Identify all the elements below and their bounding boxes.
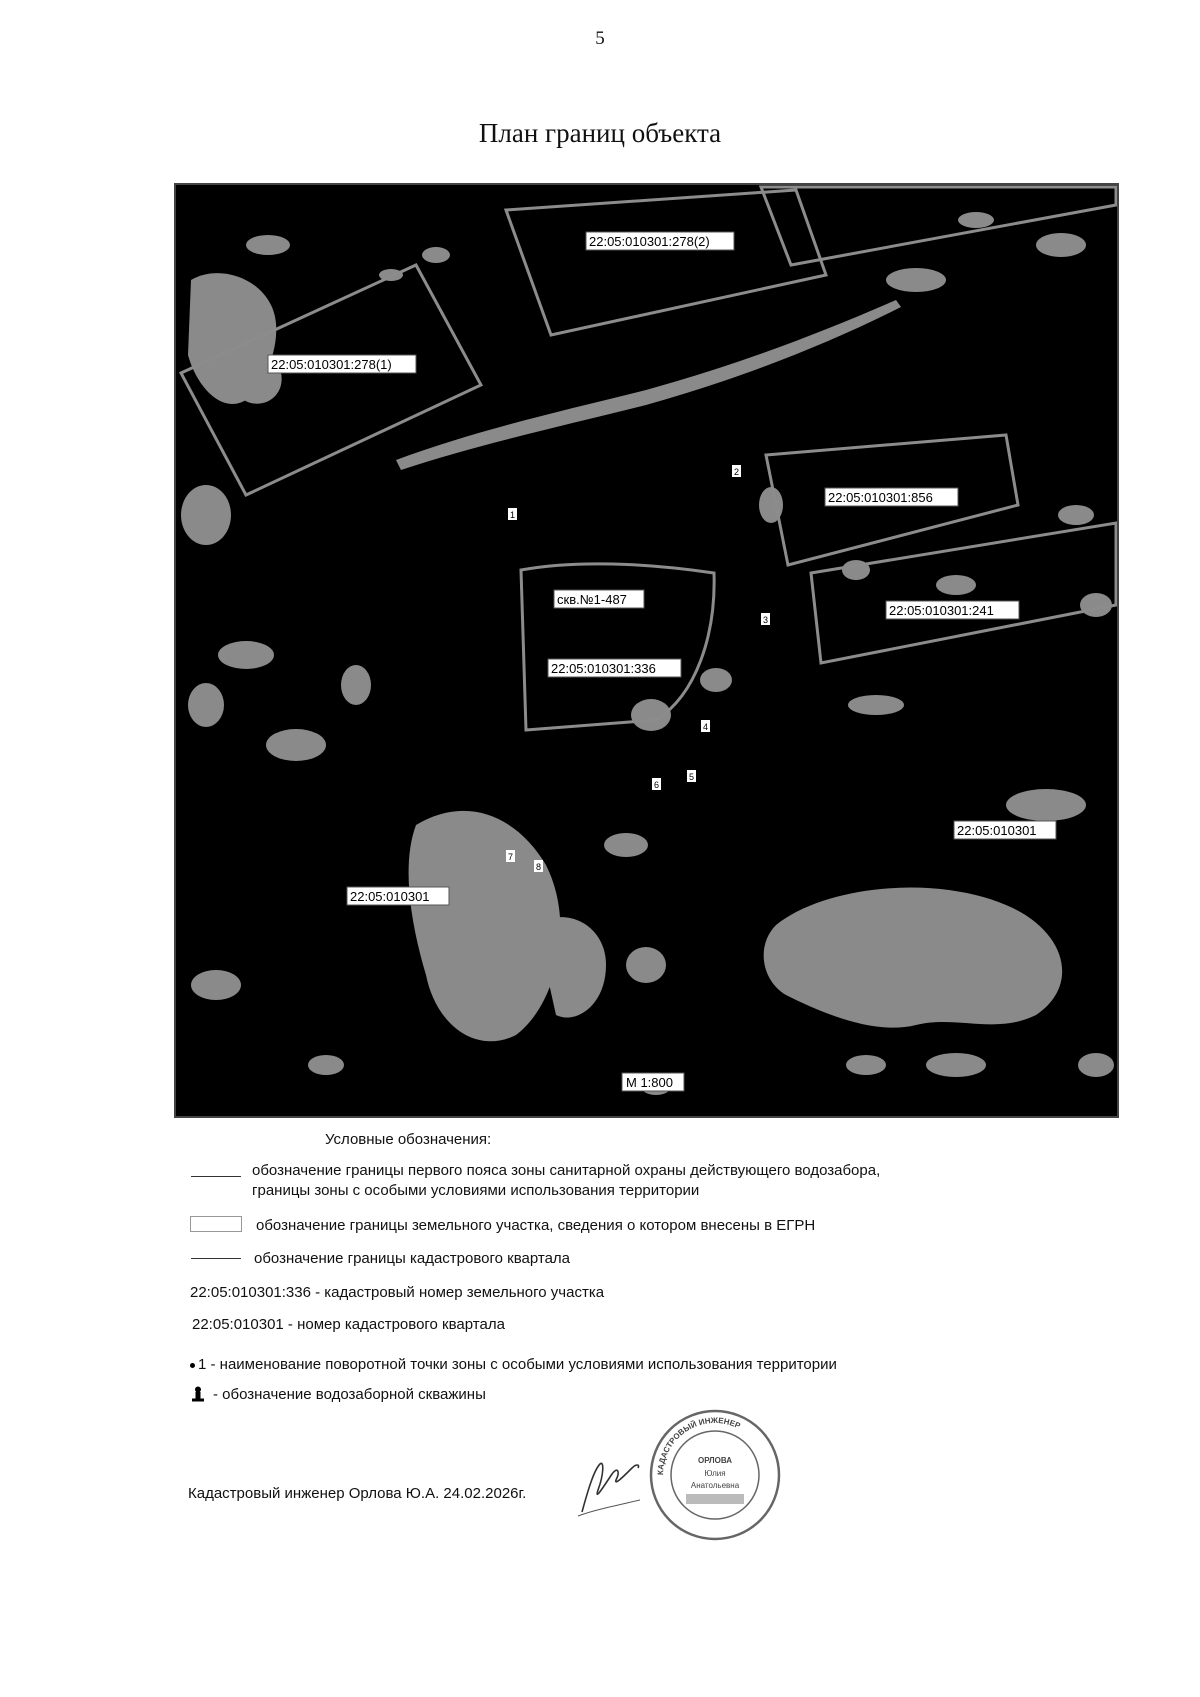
turning-point-8 — [534, 860, 543, 872]
turning-point-7 — [506, 850, 515, 862]
legend-zone-boundary-line2: границы зоны с особыми условиями использования территории — [252, 1182, 700, 1199]
quarter-label-west — [347, 887, 449, 905]
legend-turning-point-row — [190, 1355, 837, 1375]
svg-text:22:05:010301:241: 22:05:010301:241 — [889, 603, 994, 618]
page-title: План границ объекта — [478, 118, 722, 148]
legend-quarter-boundary: обозначение границы кадастрового квартала — [254, 1250, 571, 1267]
legend-well: - обозначение водозаборной скважины — [213, 1386, 486, 1403]
turning-point-5 — [687, 770, 696, 782]
svg-text:22:05:010301: 22:05:010301 — [350, 889, 430, 904]
map-frame — [174, 183, 1119, 1118]
legend-title: Условные обозначения: — [325, 1131, 492, 1148]
svg-text:22:05:010301: 22:05:010301 — [957, 823, 1037, 838]
legend-parcel-boundary: обозначение границы земельного участка, сведения о котором внесены в ЕГРН — [256, 1217, 816, 1234]
svg-text:22:05:010301:278(1): 22:05:010301:278(1) — [271, 357, 392, 372]
legend-zone-boundary: обозначение границы первого пояса зоны санитарной охраны действующего водозабора, — [252, 1162, 881, 1179]
parcel-label-336 — [548, 659, 681, 677]
svg-text:6: 6 — [654, 780, 660, 790]
svg-text:КАДАСТРОВЫЙ ИНЖЕНЕР: КАДАСТРОВЫЙ ИНЖЕНЕР — [655, 1415, 742, 1476]
turning-point-symbol — [190, 1363, 195, 1368]
svg-text:ОРЛОВА: ОРЛОВА — [697, 1456, 733, 1465]
turning-point-2 — [732, 465, 741, 477]
svg-text:7: 7 — [508, 852, 514, 862]
svg-text:3: 3 — [763, 615, 769, 625]
well-icon — [191, 1386, 205, 1402]
svg-text:Юлия: Юлия — [704, 1469, 726, 1478]
svg-text:2: 2 — [734, 467, 740, 477]
svg-text:1: 1 — [510, 510, 516, 520]
parcel-label-278-2 — [586, 232, 734, 250]
well-label — [554, 590, 644, 608]
official-seal — [648, 1408, 782, 1542]
page-number: 5 — [595, 28, 605, 49]
svg-text:8: 8 — [536, 862, 542, 872]
svg-text:22:05:010301:856: 22:05:010301:856 — [828, 490, 933, 505]
legend-parcel-number: 22:05:010301:336 - кадастровый номер земельного участка — [190, 1284, 605, 1301]
svg-text:22:05:010301:278(2): 22:05:010301:278(2) — [589, 234, 710, 249]
svg-text:22:05:010301:336: 22:05:010301:336 — [551, 661, 656, 676]
svg-text:М 1:800: М 1:800 — [626, 1075, 673, 1090]
legend-quarter-number: 22:05:010301 - номер кадастрового квартала — [192, 1316, 505, 1333]
handwritten-signature — [574, 1450, 644, 1520]
parcel-label-241 — [886, 601, 1019, 619]
svg-text:5: 5 — [689, 772, 695, 782]
parcel-label-278-1 — [268, 355, 416, 373]
turning-point-6 — [652, 778, 661, 790]
scale-label — [622, 1073, 684, 1091]
turning-point-1 — [508, 508, 517, 520]
legend-turning-point: 1 - наименование поворотной точки зоны с особыми условиями использования территории — [198, 1356, 837, 1373]
zone-boundary-symbol — [191, 1176, 241, 1177]
quarter-label-east — [954, 821, 1056, 839]
parcel-boundary-symbol — [190, 1216, 242, 1232]
cadastral-map — [176, 185, 1117, 1116]
svg-text:4: 4 — [703, 722, 709, 732]
turning-point-4 — [701, 720, 710, 732]
svg-text:Анатольевна: Анатольевна — [690, 1481, 740, 1490]
quarter-boundary-symbol — [191, 1258, 241, 1259]
signature-line: Кадастровый инженер Орлова Ю.А. 24.02.2026г. — [188, 1485, 527, 1502]
turning-point-3 — [761, 613, 770, 625]
parcel-label-856 — [825, 488, 958, 506]
svg-text:скв.№1-487: скв.№1-487 — [557, 592, 627, 607]
